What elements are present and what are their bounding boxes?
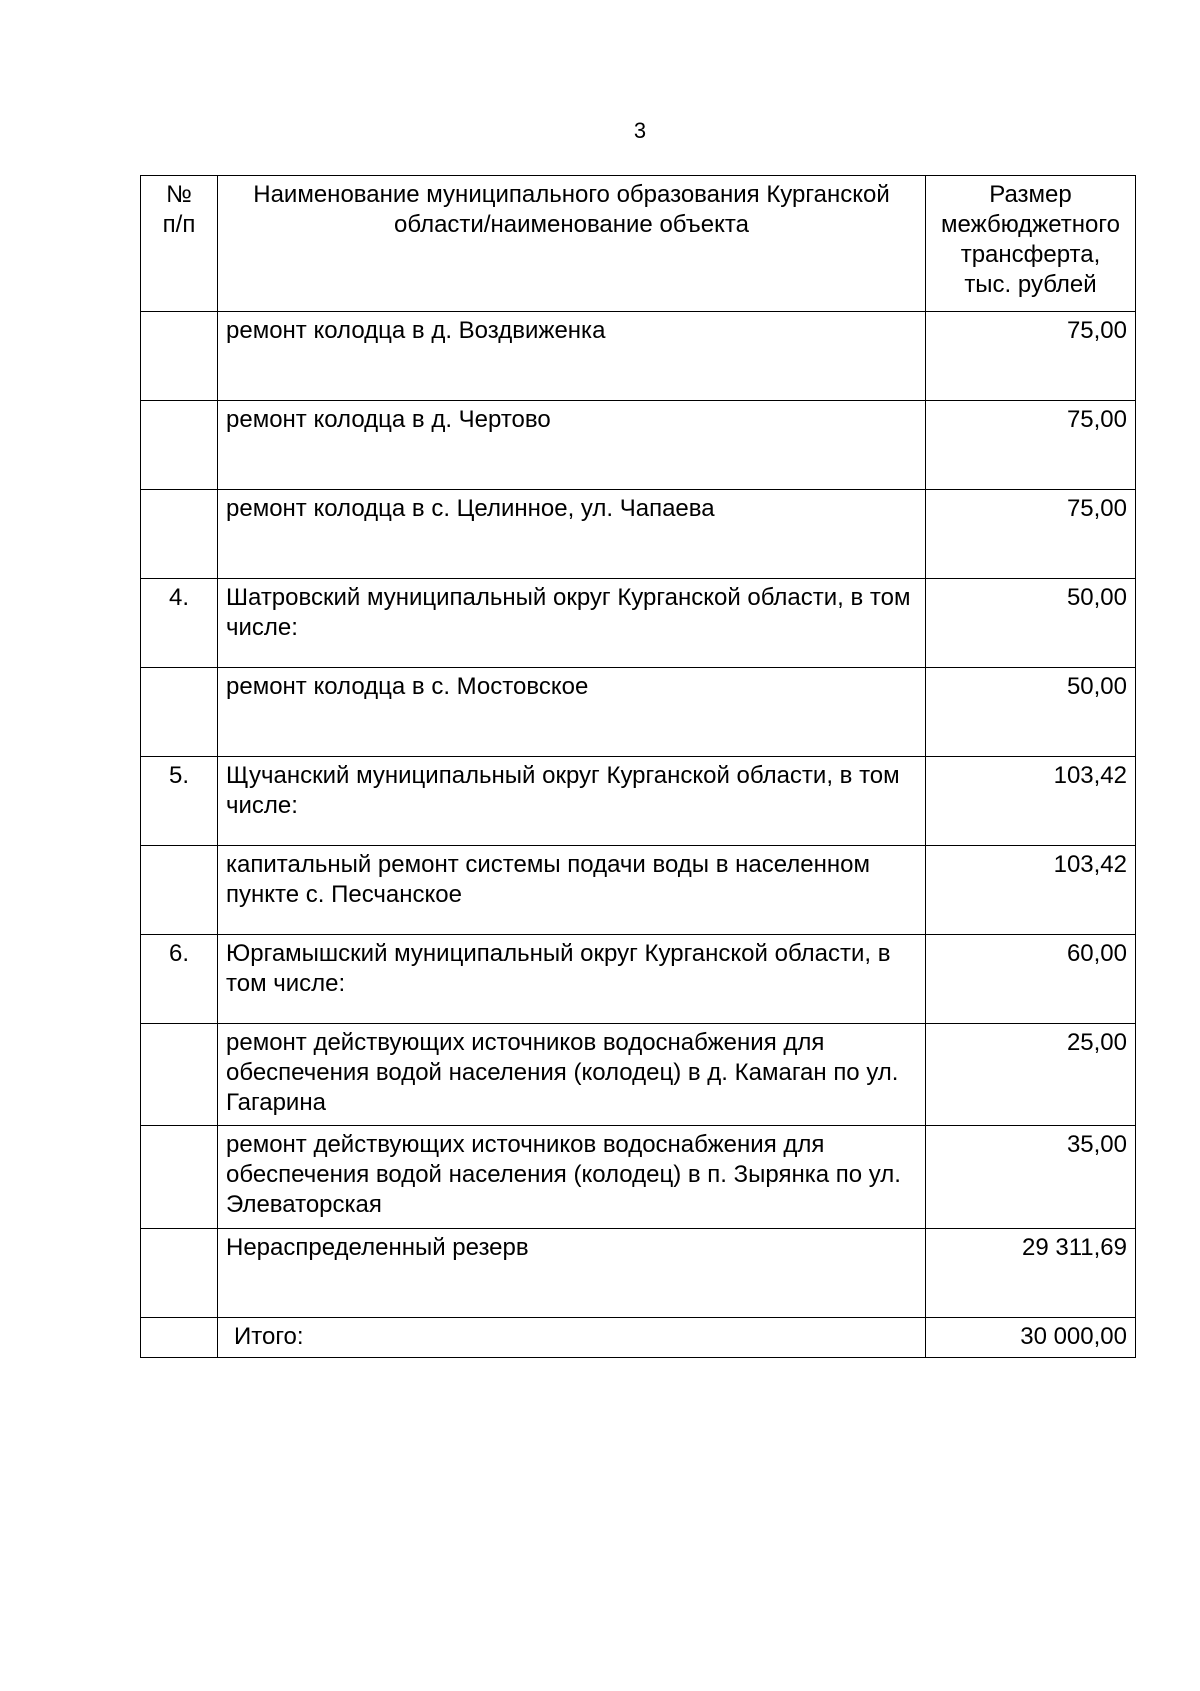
table-row xyxy=(141,1126,1136,1229)
total-amount: 30 000,00 xyxy=(926,1318,1136,1358)
table-row xyxy=(141,757,1136,846)
row-name: ремонт колодца в д. Чертово xyxy=(218,401,926,490)
table-row xyxy=(141,1024,1136,1126)
row-amount: 50,00 xyxy=(926,579,1136,668)
row-num xyxy=(141,401,218,490)
table-row xyxy=(141,846,1136,935)
table-row xyxy=(141,1229,1136,1318)
table-row xyxy=(141,579,1136,668)
row-name: Юргамышский муниципальный округ Курганской области, в том числе: xyxy=(218,935,926,1024)
row-num xyxy=(141,312,218,401)
row-amount: 29 311,69 xyxy=(926,1229,1136,1318)
row-name: Щучанский муниципальный округ Курганской области, в том числе: xyxy=(218,757,926,846)
row-num xyxy=(141,846,218,935)
row-amount: 60,00 xyxy=(926,935,1136,1024)
page-number: 3 xyxy=(633,118,647,143)
row-num: 4. xyxy=(141,579,218,668)
total-row xyxy=(141,1318,1136,1358)
row-amount: 75,00 xyxy=(926,490,1136,579)
row-name: капитальный ремонт системы подачи воды в населенном пункте с. Песчанское xyxy=(218,846,926,935)
total-num xyxy=(141,1318,218,1358)
header-num: № п/п xyxy=(141,176,218,312)
row-num: 5. xyxy=(141,757,218,846)
row-num xyxy=(141,490,218,579)
row-amount: 35,00 xyxy=(926,1126,1136,1229)
table-row xyxy=(141,668,1136,757)
row-num xyxy=(141,1126,218,1229)
row-amount: 75,00 xyxy=(926,401,1136,490)
row-amount: 50,00 xyxy=(926,668,1136,757)
row-name: ремонт действующих источников водоснабжения для обеспечения водой населения (колодец) в д. Камаган по ул. Гагарина xyxy=(218,1024,926,1126)
table-header-row xyxy=(141,176,1136,312)
table-row xyxy=(141,935,1136,1024)
row-name: ремонт колодца в с. Целинное, ул. Чапаева xyxy=(218,490,926,579)
row-num xyxy=(141,1024,218,1126)
row-name: ремонт колодца в с. Мостовское xyxy=(218,668,926,757)
table-row xyxy=(141,401,1136,490)
header-name: Наименование муниципального образования Курганской области/наименование объекта xyxy=(218,176,926,312)
total-label: Итого: xyxy=(218,1318,926,1358)
row-num xyxy=(141,668,218,757)
row-amount: 75,00 xyxy=(926,312,1136,401)
transfer-table xyxy=(140,175,1136,1358)
row-name: Нераспределенный резерв xyxy=(218,1229,926,1318)
row-name: ремонт действующих источников водоснабжения для обеспечения водой населения (колодец) в п. Зырянка по ул. Элеваторская xyxy=(218,1126,926,1229)
header-amount: Размер межбюджетного трансферта, тыс. рублей xyxy=(926,176,1136,312)
row-amount: 103,42 xyxy=(926,757,1136,846)
row-amount: 25,00 xyxy=(926,1024,1136,1126)
row-name: Шатровский муниципальный округ Курганской области, в том числе: xyxy=(218,579,926,668)
row-num xyxy=(141,1229,218,1318)
row-name: ремонт колодца в д. Воздвиженка xyxy=(218,312,926,401)
row-amount: 103,42 xyxy=(926,846,1136,935)
table-row xyxy=(141,490,1136,579)
row-num: 6. xyxy=(141,935,218,1024)
table-row xyxy=(141,312,1136,401)
